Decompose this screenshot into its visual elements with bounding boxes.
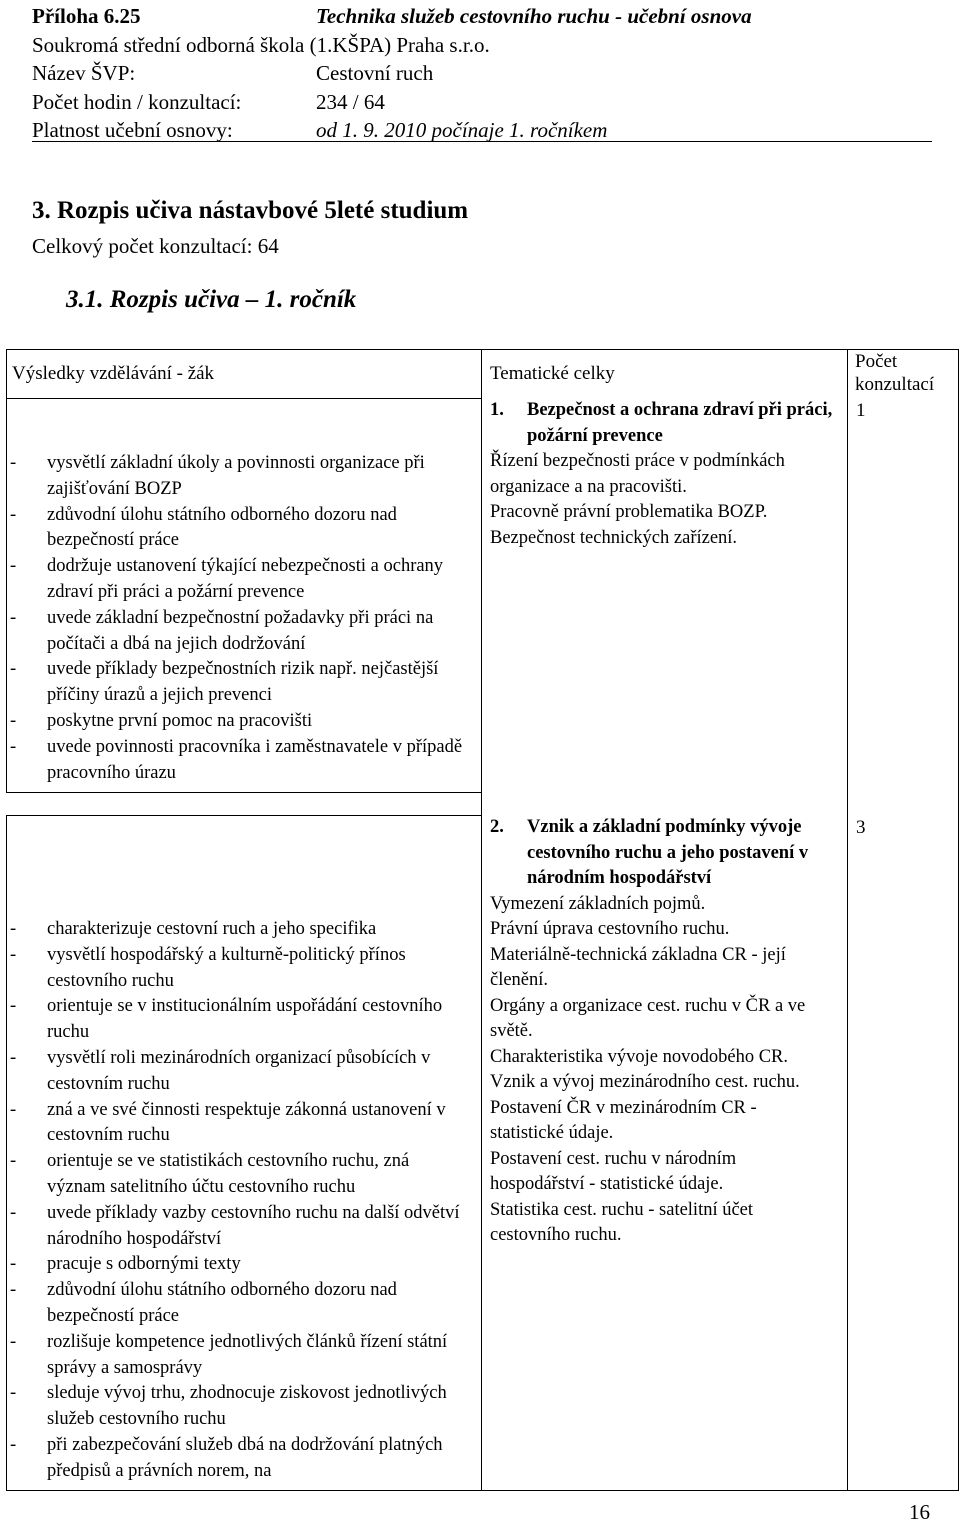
header-divider: [32, 141, 932, 142]
hours-value: 234 / 64: [316, 89, 385, 114]
topic-line: Řízení bezpečnosti práce v podmínkách organizace a na pracovišti.: [490, 451, 785, 497]
header-line-school: [32, 31, 932, 60]
list-item: - při zabezpečování služeb dbá na dodržování platných předpisů a právních norem, na: [10, 1434, 443, 1481]
header-line-svp: [32, 59, 932, 88]
header-count: Počet konzultací: [855, 351, 935, 395]
topic-line: Bezpečnost technických zařízení.: [490, 527, 738, 548]
row2-top-border: [6, 815, 481, 816]
list-item: - uvede základní bezpečnostní požadavky při práci na počítači a dbá na jejich dodržování: [10, 607, 434, 654]
list-item: - orientuje se ve statistikách cestovního ruchu, zná význam satelitního účtu cestovního ruchu: [10, 1151, 410, 1197]
list-item: - zdůvodní úlohu státního odborného dozoru nad bezpečností práce: [10, 504, 397, 551]
list-item: - uvede povinnosti pracovníka i zaměstnavatele v případě pracovního úrazu: [10, 736, 463, 783]
header-results: Výsledky vzdělávání - žák: [12, 363, 215, 384]
row2-topic: [490, 815, 825, 1249]
table-bottom-border: [6, 1490, 959, 1491]
school-name: Soukromá střední odborná škola (1.KŠPA) Praha s.r.o.: [32, 32, 490, 57]
list-item: - zdůvodní úlohu státního odborného dozoru nad bezpečností práce: [10, 1280, 397, 1326]
document-header: [32, 2, 932, 145]
topic-line: Statistika cest. ruchu - satelitní účet cestovního ruchu.: [490, 1199, 754, 1245]
topic-line: Postavení cest. ruchu v národním hospodářství - statistické údaje.: [490, 1148, 737, 1194]
row1-topic: [490, 398, 840, 551]
col-divider-2: [847, 349, 848, 1490]
svp-label: Název ŠVP:: [32, 61, 136, 85]
topic-line: Postavení ČR v mezinárodním CR - statistické údaje.: [490, 1097, 757, 1143]
row2-left-border: [6, 815, 7, 1490]
header-bottom-border: [6, 398, 481, 399]
list-item: - vysvětlí hospodářský a kulturně-politický přínos cestovního ruchu: [10, 944, 406, 991]
svp-value: Cestovní ruch: [316, 61, 434, 85]
table-right-border: [958, 349, 959, 1490]
section-count: Celkový počet konzultací: 64: [32, 234, 279, 258]
list-item: - uvede příklady bezpečnostních rizik např. nejčastější příčiny úrazů a jejich prevenci: [10, 659, 439, 706]
list-item: - uvede příklady vazby cestovního ruchu na další odvětví národního hospodářství: [10, 1202, 460, 1249]
list-item: - charakterizuje cestovní ruch a jeho specifika: [10, 919, 377, 939]
validity-value: od 1. 9. 2010 počínaje 1. ročníkem: [316, 118, 608, 142]
hours-label: Počet hodin / konzultací:: [32, 89, 242, 114]
validity-label: Platnost učební osnovy:: [32, 118, 233, 142]
subsection-title: 3.1. Rozpis učiva – 1. ročník: [66, 286, 357, 313]
list-item: - vysvětlí základní úkoly a povinnosti organizace při zajišťování BOZP: [10, 453, 425, 499]
list-item: - poskytne první pomoc na pracovišti: [10, 710, 313, 731]
row1-bottom-border: [6, 792, 481, 793]
list-item: - vysvětlí roli mezinárodních organizací působících v cestovním ruchu: [10, 1047, 431, 1094]
list-item: - dodržuje ustanovení týkající nebezpečnosti a ochrany zdraví při práci a požární prevence: [10, 556, 444, 602]
header-line-hours: [32, 88, 932, 117]
topic-line: Vymezení základních pojmů.: [490, 893, 706, 914]
table-top-border: [6, 349, 959, 350]
topic-line: Orgány a organizace cest. ruchu v ČR a ve světě.: [490, 995, 806, 1041]
syllabus-title: Technika služeb cestovního ruchu - učební osnova: [316, 4, 752, 28]
topic-line: Právní úprava cestovního ruchu.: [490, 919, 730, 939]
topic-line: Vznik a vývoj mezinárodního cest. ruchu.: [490, 1072, 800, 1092]
topic-line: Pracovně právní problematika BOZP.: [490, 502, 768, 522]
topic-line: Charakteristika vývoje novodobého CR.: [490, 1046, 789, 1067]
topic-title: 1. Bezpečnost a ochrana zdraví při práci, požární prevence: [490, 400, 833, 446]
col-divider-1: [481, 349, 482, 1490]
header-left-border: [6, 349, 7, 398]
list-item: - pracuje s odbornými texty: [10, 1254, 241, 1275]
page-number: 16: [909, 1500, 930, 1524]
row1-left-border: [6, 398, 7, 792]
row1-results-list: [10, 451, 472, 786]
list-item: - sleduje vývoj trhu, zhodnocuje ziskovost jednotlivých služeb cestovního ruchu: [10, 1383, 447, 1430]
row2-count: 3: [856, 817, 866, 838]
section-title: 3. Rozpis učiva nástavbové 5leté studium: [32, 197, 469, 224]
row1-count: 1: [856, 400, 866, 421]
topic-title: 2. Vznik a základní podmínky vývoje cestovního ruchu a jeho postavení v národním hospodářství: [490, 817, 809, 888]
list-item: - zná a ve své činnosti respektuje zákonná ustanovení v cestovním ruchu: [10, 1099, 446, 1146]
row2-results-list: [10, 917, 472, 1485]
appendix-label: Příloha 6.25: [32, 4, 141, 28]
list-item: - orientuje se v institucionálním uspořádání cestovního ruchu: [10, 996, 443, 1043]
header-topics: Tematické celky: [490, 363, 615, 384]
topic-line: Materiálně-technická základna CR - její členění.: [490, 944, 786, 990]
list-item: - rozlišuje kompetence jednotlivých článků řízení státní správy a samosprávy: [10, 1331, 448, 1378]
header-line-appendix: [32, 2, 932, 31]
